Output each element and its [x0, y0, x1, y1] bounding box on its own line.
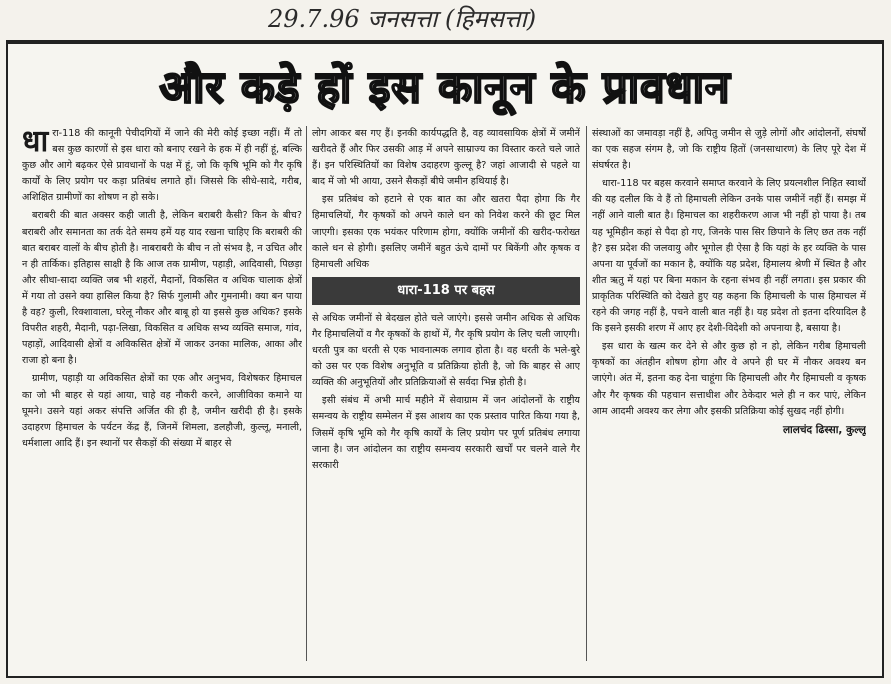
- column-3-paragraph-3: इस धारा के खत्म कर देने से और कुछ हो न हो, लेकिन गरीब हिमाचली कृषकों का अंतहीन शोषण होगा और वे अपने ही घर में नौकर अवश्य बन जाएंगे। अंत में, इतना कह देना चाहूंगा कि हिमाचली और गैर हिमाचली व कृषक और गैर कृषक की पहचान सत्ताधीश और ठेकेदार भले ही न कर पाएं, लेकिन आम आदमी अवश्य कर लेगा और इसकी प्रतिक्रिया कोई सुखद नहीं होगी।: [592, 341, 866, 417]
- column-1-paragraph-2: बराबरी की बात अक्सर कही जाती है, लेकिन बराबरी कैसी? किन के बीच? बराबरी और समानता का तर्क देते समय हमें यह याद रखना चाहिए कि बराबरी की बात बराबर वालों के बीच होती है। नाबराबरी के बीच न तो संभव है, न उचित और न ही तार्किक। इतिहास साक्षी है कि आज तक ग्रामीण, पहाड़ी, आदिवासी, पिछड़ा और सीधा-सादा व्यक्ति जब भी शहरों, मैदानों, विकसित व अधिक चालाक क्षेत्रों में गया तो उसने क्या हासिल किया है? सिर्फ गुलामी और गुमनामी। क्या बन पाया है वह? कुली, रिक्शावाला, घरेलू नौकर और बाबू हो या इससे कुछ अधिक? इसके विपरीत शहरी, मैदानी, पढ़ा-लिखा, विकसित व अधिक सभ्य व्यक्ति समाज, गांव, पहाड़ों, आदिवासी क्षेत्रों व अविकसित क्षेत्रों में जाकर उनका मालिक, आका और राजा हो बना है।: [22, 210, 302, 367]
- column-3-paragraph-1: संस्थाओं का जमावड़ा नहीं है, अपितु जमीन से जुड़े लोगों और आंदोलनों, संघर्षों का एक सहज संगम है, जो कि राष्ट्रीय हितों (जनसाधारण) के लिए पूरे देश में संघर्षरत है।: [592, 128, 866, 172]
- column-divider-2: [586, 126, 587, 661]
- column-2-paragraph-3: से अधिक जमीनों से बेदखल होते चले जाएंगे। इससे जमीन अधिक से अधिक गैर हिमाचलियों व गैर कृषकों के हाथों में, गैर कृषि प्रयोग के लिए चली जाएगी। धरती पुत्र का धरती से एक भावनात्मक लगाव होता है। वह धरती के भले-बुरे को उस पर एक विशेष अनुभूति व प्रतिक्रिया होती है, जो कि बाहर से आए व्यक्ति की अनुभूतियों और प्रतिक्रियाओं से सर्वदा भिन्न होती है।: [312, 312, 580, 389]
- article-column-2: [312, 126, 580, 666]
- article-column-1: [22, 126, 302, 666]
- column-divider-1: [306, 126, 307, 661]
- column-3-paragraph-2: धारा-118 पर बहस करवाने समाप्त करवाने के लिए प्रयत्नशील निहित स्वार्थों की यह दलील कि वे हैं तो हिमाचली लेकिन उनके पास जमीनें नहीं हैं। समझ में नहीं आने वाली बात है। हिमाचल का शहरीकरण आज भी नहीं हो पाया है। तब यह भूमिहीन कहां से पैदा हो गए, जिनके पास सिर छिपाने के लिए छत तक नहीं है? इस प्रदेश की जलवायु और भूगोल ही ऐसा है कि यहां के हर व्यक्ति के पास अपना या पूर्वजों का मकान है, क्योंकि यह प्रदेश, हिमालय श्रेणी में स्थित है और शीत ऋतु में यहां पर बिना मकान के रहना संभव ही नहीं लगता। इस प्रकार की प्राकृतिक परिस्थिति को देखते हुए यह कहना कि हिमाचली के पास हिमाचल में रहने की जगह नहीं है, पचने वाली बात नहीं है। यह प्रदेश तो इतना दरियादिल है कि इसने इसकी शरण में आए हर देशी-विदेशी को अपनाया है, बसाया है।: [592, 178, 866, 335]
- article-subhead: धारा-118 पर बहस: [312, 277, 580, 305]
- drop-cap: धा: [22, 126, 49, 159]
- column-2-paragraph-2: इस प्रतिबंध को हटाने से एक बात का और खतरा पैदा होगा कि गैर हिमाचलियों, गैर कृषकों को अपने काले धन को निवेश करने की छूट मिल जाएगी। इसका एक भयंकर परिणाम होगा, क्योंकि जमीनों की खरीद-फरोख्त काले धन से होगी। इसलिए जमीनें बहुत ऊंचे दामों पर बिकेंगी और कृषक व हिमाचली अधिक: [312, 194, 580, 270]
- handwritten-dateline: 29.7.96 जनसत्ता (हिमसत्ता): [268, 5, 537, 33]
- column-2-paragraph-4: इसी संबंध में अभी मार्च महीने में सेवाग्राम में जन आंदोलनों के राष्ट्रीय समन्वय के राष्ट्रीय सम्मेलन में इस आशय का एक प्रस्ताव पारित किया गया है, जिसमें कृषि भूमि को गैर कृषि कार्यों के लिए प्रयोग पर पूर्ण प्रतिबंध लगाया जाना है। जन आंदोलन का राष्ट्रीय समन्वय सरकारी खर्चों पर चलने वाले गैर सरकारी: [312, 395, 580, 471]
- column-2-paragraph-1: लोग आकर बस गए हैं। इनकी कार्यपद्धति है, वह व्यावसायिक क्षेत्रों में जमीनें खरीदते हैं और फिर उसकी आड़ में अपने साम्राज्य का विस्तार करते चले जाते हैं। इन परिस्थितियों का विशेष उदाहरण कुल्लू है? जहां आजादी से पहले या बाद में जो भी आया, उसने सैकड़ों बीघे जमीन हथियाई है।: [312, 128, 580, 188]
- column-1-paragraph-3: ग्रामीण, पहाड़ी या अविकसित क्षेत्रों का एक और अनुभव, विशेषकर हिमाचल का जो भी बाहर से यहां आया, चाहे वह नौकरी करने, आजीविका कमाने या घूमने। उसने यहां अकर संपत्ति अर्जित की ही है, जमीन खरीदी ही है। इसके उदाहरण हिमाचल के पर्यटन केंद्र हैं, जिनमें शिमला, डलहौजी, कुल्लू, मनाली, धर्मशाला आदि हैं। इन स्थानों पर सैकड़ों की संख्या में बाहर से: [22, 373, 302, 449]
- column-1-paragraph-1: धारा-118 की कानूनी पेचीदगियों में जाने की मेरी कोई इच्छा नहीं। मैं तो बस कुछ कारणों से इस धारा को बनाए रखने के हक में ही नहीं हूं, बल्कि कुछ और आगे बढ़कर ऐसे प्रावधानों के पक्ष में हूं, जो कि कृषि भूमि को गैर कृषि कार्यों के लिए प्रयोग पर कड़ा प्रतिबंध लगाते हों। जिससे कि सीधे-सादे, गरीब, अशिक्षित ग्रामीणों का शोषण न हो सके।: [22, 126, 302, 204]
- article-headline: और कड़े हों इस कानून के प्रावधान: [159, 62, 731, 113]
- author-byline: लालचंद ढिस्सा, कुल्लू: [782, 423, 866, 436]
- article-column-3: [592, 126, 866, 666]
